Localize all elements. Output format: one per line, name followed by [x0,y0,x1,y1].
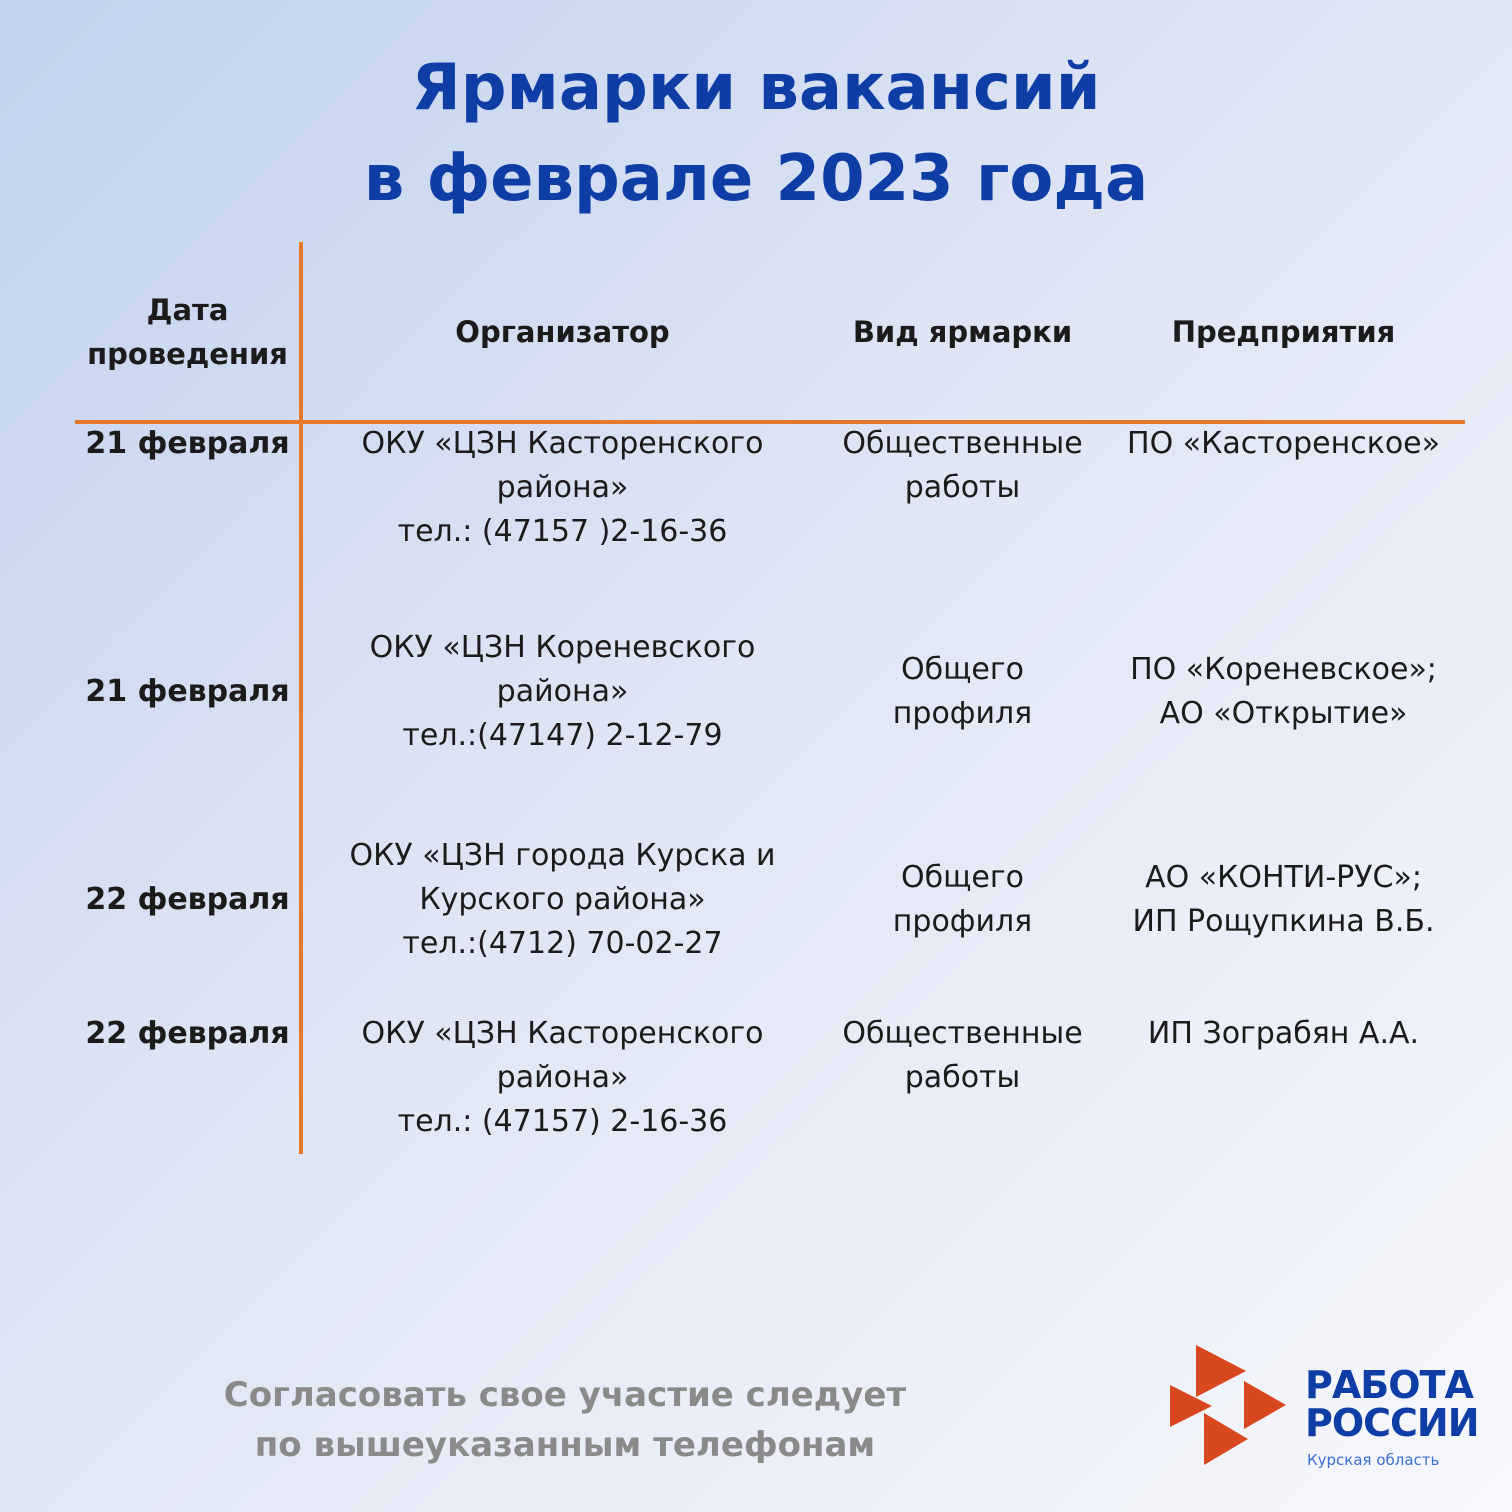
row-4-enterprises [1105,1012,1462,1056]
logo-arrows-icon [1168,1343,1290,1467]
row-1-enterprises [1105,422,1462,466]
row-1-organizer-line-2: района» [496,470,629,505]
row-4-organizer-line-2: района» [496,1060,629,1095]
row-2-enterprises [1105,648,1462,736]
row-1-date: 21 февраля [85,426,290,461]
header-date-line-1: Дата [146,293,229,327]
row-2-enterprise-1: ПО «Кореневское»; [1130,652,1437,687]
row-3-date: 22 февраля [85,882,290,917]
row-4-organizer [305,1012,820,1144]
header-enterprises: Предприятия [1171,315,1396,349]
row-4-fair-type-line-1: Общественные [842,1016,1083,1051]
row-3-enterprises [1105,856,1462,944]
row-1-fair-type-line-1: Общественные [842,426,1083,461]
row-1-organizer-line-1: ОКУ «ЦЗН Касторенского [361,426,764,461]
row-4-organizer-line-1: ОКУ «ЦЗН Касторенского [361,1016,764,1051]
row-3-organizer [305,834,820,966]
row-3-enterprise-1: АО «КОНТИ-РУС»; [1145,860,1422,895]
row-3-enterprise-2: ИП Рощупкина В.Б. [1132,904,1435,939]
row-2-date: 21 февраля [85,674,290,709]
row-1-organizer [305,422,820,554]
row-4-date: 22 февраля [85,1016,290,1051]
row-3-phone: тел.:(4712) 70-02-27 [402,926,723,961]
row-4-fair-type-line-2: работы [904,1060,1021,1095]
logo-text-line-2: РОССИИ [1305,1401,1479,1445]
header-organizer: Организатор [455,315,670,349]
row-4-fair-type [820,1012,1105,1100]
header-fair-type: Вид ярмарки [852,315,1073,349]
row-1-fair-type-line-2: работы [904,470,1021,505]
row-3-fair-type [820,856,1105,944]
row-1-enterprise-1: ПО «Касторенское» [1127,426,1440,461]
footer-line-1: Согласовать свое участие следует [223,1375,907,1415]
row-2-organizer-line-1: ОКУ «ЦЗН Кореневского [369,630,756,665]
footer-line-2: по вышеуказанным телефонам [254,1425,876,1465]
row-2-fair-type-line-2: профиля [892,696,1033,731]
row-2-enterprise-2: АО «Открытие» [1159,696,1408,731]
row-4-enterprise-1: ИП Зограбян А.А. [1147,1016,1420,1051]
row-1-phone: тел.: (47157 )2-16-36 [397,514,728,549]
footer-note [180,1370,950,1470]
row-2-fair-type [820,648,1105,736]
row-3-fair-type-line-1: Общего [901,860,1024,895]
row-1-fair-type [820,422,1105,510]
row-4-phone: тел.: (47157) 2-16-36 [397,1104,728,1139]
row-2-phone: тел.:(47147) 2-12-79 [402,718,723,753]
row-3-organizer-line-2: Курского района» [419,882,706,917]
logo-text-line-1: РАБОТА [1305,1363,1473,1407]
row-3-organizer-line-1: ОКУ «ЦЗН города Курска и [349,838,776,873]
logo-subtitle: Курская область [1307,1451,1440,1469]
row-2-organizer [305,626,820,758]
row-2-organizer-line-2: района» [496,674,629,709]
header-date-line-2: проведения [87,337,288,371]
page-title-line-1: Ярмарки вакансий [411,51,1101,125]
row-3-fair-type-line-2: профиля [892,904,1033,939]
header-date [75,288,300,376]
row-2-fair-type-line-1: Общего [901,652,1024,687]
page-title-line-2: в феврале 2023 года [363,142,1149,216]
